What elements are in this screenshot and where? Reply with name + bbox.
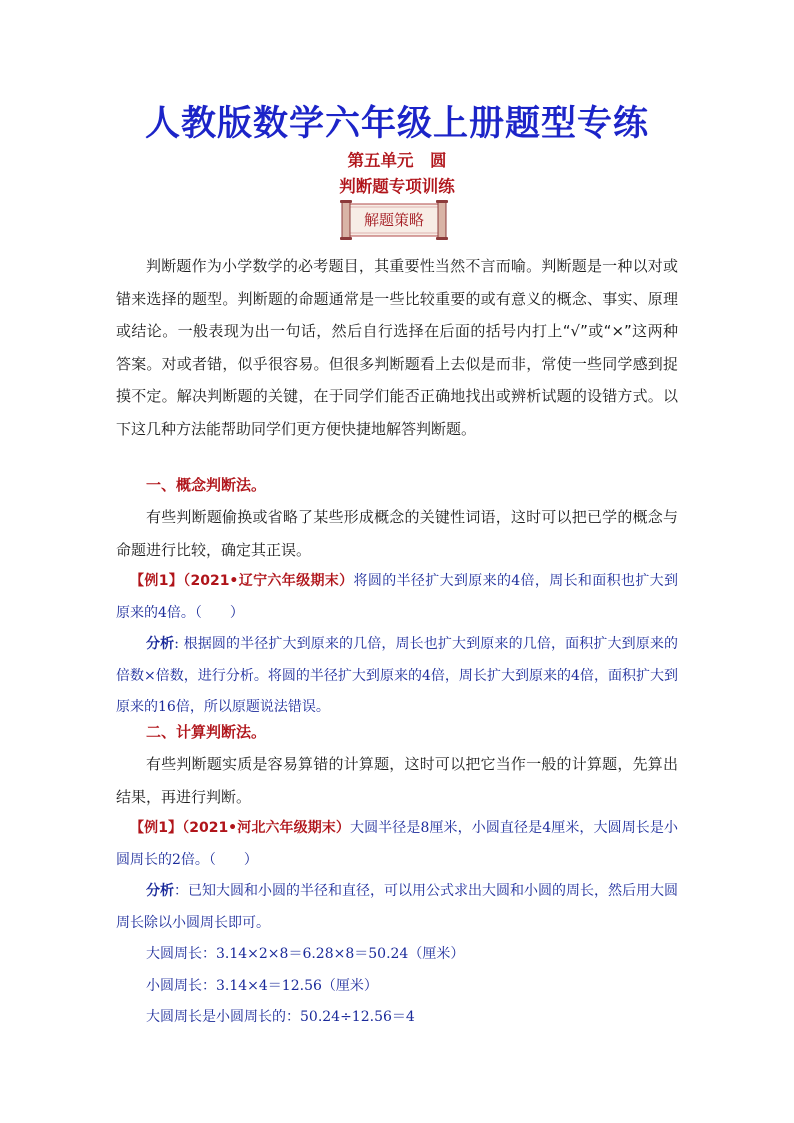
section2-description: 有些判断题实质是容易算错的计算题，这时可以把它当作一般的计算题，先算出结果，再进行判断。 <box>116 755 678 806</box>
main-title: 人教版数学六年级上册题型专练 <box>144 103 649 144</box>
calc-line-big-circle: 大圆周长：3.14×2×8＝6.28×8＝50.24（厘米） <box>146 946 465 962</box>
section1-analysis-label: 分析 <box>146 636 175 652</box>
sub-title: 判断题专项训练 <box>339 177 455 196</box>
section1-analysis <box>116 629 678 724</box>
section-calculation <box>116 716 678 1034</box>
intro-block <box>116 250 678 445</box>
strategy-banner-label: 解题策略 <box>363 211 424 229</box>
unit-title: 第五单元 圆 <box>347 151 447 170</box>
section1-description: 有些判断题偷换或省略了某些形成概念的关键性词语，这时可以把已学的概念与命题进行比较，确定其正误。 <box>116 508 678 559</box>
section2-analysis-text: ：已知大圆和小圆的半径和直径，可以用公式求出大圆和小圆的周长，然后用大圆周长除以小圆周长即可。 <box>116 883 678 931</box>
section1-example-tag: 【例1】（2021•辽宁六年级期末） <box>130 573 354 589</box>
strategy-banner <box>338 200 450 240</box>
calc-line-small-circle: 小圆周长：3.14×4＝12.56（厘米） <box>146 977 378 994</box>
section2-analysis <box>116 876 678 939</box>
section2-example <box>116 813 678 876</box>
section2-analysis-label: 分析 <box>146 883 174 899</box>
section-concept <box>116 469 678 724</box>
section1-analysis-text: : 根据圆的半径扩大到原来的几倍，周长也扩大到原来的几倍，面积扩大到原来的倍数×倍数，进行分析。将圆的半径扩大到原来的4倍，周长扩大到原来的4倍，面积扩大到原来的16倍，所以原题说法错误。 <box>116 636 678 715</box>
section1-example <box>116 566 678 629</box>
section2-heading: 二、计算判断法。 <box>146 723 267 741</box>
intro-paragraph: 判断题作为小学数学的必考题目，其重要性当然不言而喻。判断题是一种以对或错来选择的题型。判断题的命题通常是一些比较重要的或有意义的概念、事实、原理或结论。一般表现为出一句话，然后自行选择在后面的括号内打上“√”或“×”这两种答案。对或者错，似乎很容易。但很多判断题看上去似是而非，常使一些同学感到捉摸不定。解决判断题的关键，在于同学们能否正确地找出或辨析试题的设错方式。以下这几种方法能帮助同学们更方便快捷地解答判断题。 <box>116 257 678 438</box>
section1-example-text: 将圆的半径扩大到原来的4倍，周长和面积也扩大到原来的4倍。（ ） <box>116 573 679 621</box>
section1-heading: 一、概念判断法。 <box>146 476 267 494</box>
section2-example-tag: 【例1】（2021•河北六年级期末） <box>130 820 350 836</box>
calc-line-ratio: 大圆周长是小圆周长的：50.24÷12.56＝4 <box>146 1009 415 1025</box>
section2-example-text: 大圆半径是8厘米，小圆直径是4厘米，大圆周长是小圆周长的2倍。（ ） <box>116 820 678 868</box>
